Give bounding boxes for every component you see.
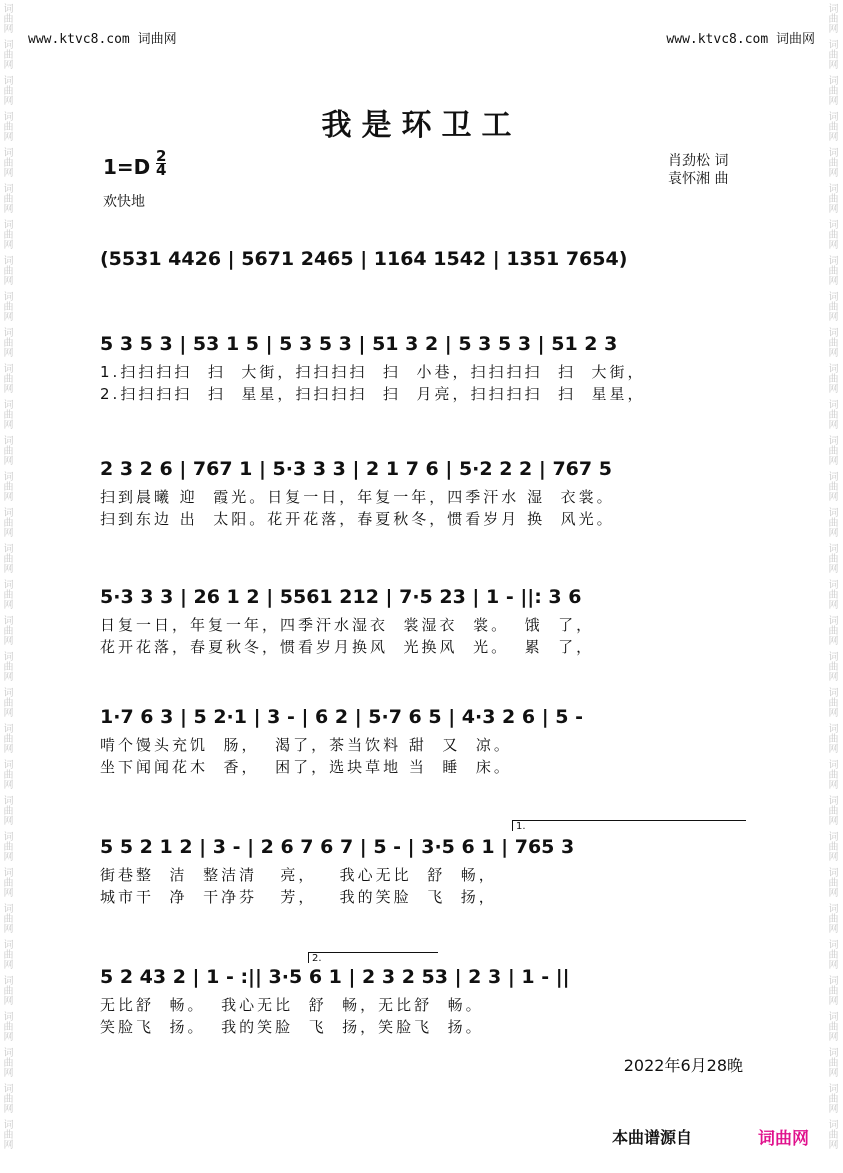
score-system xyxy=(100,698,745,778)
watermark-text: 词曲网 xyxy=(1,867,12,897)
lyricist-credit: 肖劲松 词 xyxy=(668,153,729,169)
site-url-right[interactable]: www.ktvc8.com 词曲网 xyxy=(666,32,815,47)
watermark-text: 词曲网 xyxy=(826,255,837,285)
watermark-text: 词曲网 xyxy=(1,255,12,285)
lyric-line-verse-1: 街巷整 洁 整洁清 亮， 我心无比 舒 畅， xyxy=(100,866,497,884)
watermark-text: 词曲网 xyxy=(826,471,837,501)
lyric-line-verse-2: 2.扫扫扫扫 扫 星星，扫扫扫扫 扫 月亮，扫扫扫扫 扫 星星， xyxy=(100,385,646,403)
watermark-text: 词曲网 xyxy=(826,111,837,141)
source-label: 本曲谱源自 xyxy=(612,1128,693,1147)
watermark-text: 词曲网 xyxy=(826,507,837,537)
watermark-text: 词曲网 xyxy=(826,399,837,429)
watermark-text: 词曲网 xyxy=(1,507,12,537)
notation-row xyxy=(100,240,745,276)
watermark-text: 词曲网 xyxy=(826,291,837,321)
watermark-right xyxy=(825,0,843,1173)
watermark-text: 词曲网 xyxy=(826,3,837,33)
watermark-text: 词曲网 xyxy=(826,975,837,1005)
notation-row xyxy=(100,698,745,734)
notation-row xyxy=(100,325,745,361)
lyric-line-verse-1: 日复一日，年复一年，四季汗水湿衣 裳湿衣 裳。 饿 了， xyxy=(100,616,595,634)
watermark-text: 词曲网 xyxy=(826,651,837,681)
watermark-text: 词曲网 xyxy=(826,903,837,933)
jianpu-notes: 2 3 2 6 | 767 1 | 5·3 3 3 | 2 1 7 6 | 5·2 2 2 | 767 5 xyxy=(100,458,612,480)
time-denominator: 4 xyxy=(156,161,167,179)
watermark-text: 词曲网 xyxy=(826,363,837,393)
lyric-line-verse-1: 1.扫扫扫扫 扫 大街，扫扫扫扫 扫 小巷，扫扫扫扫 扫 大街， xyxy=(100,363,646,381)
watermark-text: 词曲网 xyxy=(826,687,837,717)
composer-credit: 袁怀湘 曲 xyxy=(668,171,729,187)
key-signature: 1=D xyxy=(103,155,151,179)
watermark-text: 词曲网 xyxy=(1,75,12,105)
time-signature xyxy=(156,147,167,179)
jianpu-notes: (5531 4426 | 5671 2465 | 1164 1542 | 1351 7654) xyxy=(100,248,628,270)
watermark-text: 词曲网 xyxy=(1,363,12,393)
watermark-text: 词曲网 xyxy=(1,39,12,69)
watermark-text: 词曲网 xyxy=(1,1119,12,1149)
watermark-text: 词曲网 xyxy=(826,831,837,861)
lyric-line-verse-2 xyxy=(100,298,745,320)
watermark-text: 词曲网 xyxy=(826,1119,837,1149)
notation-row xyxy=(100,578,745,614)
watermark-text: 词曲网 xyxy=(1,759,12,789)
watermark-text: 词曲网 xyxy=(1,795,12,825)
watermark-text: 词曲网 xyxy=(1,687,12,717)
watermark-text: 词曲网 xyxy=(1,543,12,573)
watermark-text: 词曲网 xyxy=(826,183,837,213)
notation-row xyxy=(100,958,745,994)
watermark-text: 词曲网 xyxy=(1,831,12,861)
watermark-text: 词曲网 xyxy=(826,39,837,69)
score-system xyxy=(100,450,745,530)
watermark-text: 词曲网 xyxy=(1,147,12,177)
score-system xyxy=(100,325,745,405)
lyric-line-verse-2: 扫到东边 出 太阳。花开花落，春夏秋冬，惯看岁月 换 风光。 xyxy=(100,510,615,528)
watermark-left xyxy=(0,0,18,1173)
jianpu-notes: 5 2 43 2 | 1 - :|| 3·5 6 1 | 2 3 2 53 | 2 3 | 1 - || xyxy=(100,966,570,988)
watermark-text: 词曲网 xyxy=(1,615,12,645)
score-system xyxy=(100,828,745,908)
watermark-text: 词曲网 xyxy=(1,939,12,969)
watermark-text: 词曲网 xyxy=(1,111,12,141)
watermark-text: 词曲网 xyxy=(826,543,837,573)
score-system xyxy=(100,958,745,1038)
lyric-line-verse-1 xyxy=(100,276,745,298)
second-ending-bracket: 2. xyxy=(308,952,438,963)
watermark-text: 词曲网 xyxy=(826,723,837,753)
notation-row xyxy=(100,828,745,864)
watermark-text: 词曲网 xyxy=(826,1083,837,1113)
lyric-line-verse-2: 笑脸飞 扬。 我的笑脸 飞 扬，笑脸飞 扬。 xyxy=(100,1018,484,1036)
watermark-text: 词曲网 xyxy=(826,867,837,897)
watermark-text: 词曲网 xyxy=(1,723,12,753)
date-label: 2022年6月28晚 xyxy=(623,1056,743,1075)
jianpu-notes: 1·7 6 3 | 5 2·1 | 3 - | 6 2 | 5·7 6 5 | 4·3 2 6 | 5 - xyxy=(100,706,583,728)
watermark-text: 词曲网 xyxy=(826,939,837,969)
watermark-text: 词曲网 xyxy=(1,579,12,609)
watermark-text: 词曲网 xyxy=(1,3,12,33)
watermark-text: 词曲网 xyxy=(826,219,837,249)
watermark-text: 词曲网 xyxy=(826,327,837,357)
watermark-text: 词曲网 xyxy=(826,795,837,825)
watermark-text: 词曲网 xyxy=(826,579,837,609)
watermark-text: 词曲网 xyxy=(1,327,12,357)
watermark-text: 词曲网 xyxy=(1,903,12,933)
watermark-text: 词曲网 xyxy=(1,219,12,249)
jianpu-notes: 5·3 3 3 | 26 1 2 | 5561 212 | 7·5 23 | 1 - ||: 3 6 xyxy=(100,586,582,608)
score-system xyxy=(100,578,745,658)
tempo-marking: 欢快地 xyxy=(103,194,145,210)
brand-logo[interactable]: 词曲网 xyxy=(758,1129,809,1149)
jianpu-notes: 5 5 2 1 2 | 3 - | 2 6 7 6 7 | 5 - | 3·5 6 1 | 765 3 xyxy=(100,836,575,858)
jianpu-notes: 5 3 5 3 | 53 1 5 | 5 3 5 3 | 51 3 2 | 5 3 5 3 | 51 2 3 xyxy=(100,333,618,355)
lyric-line-verse-1: 无比舒 畅。 我心无比 舒 畅，无比舒 畅。 xyxy=(100,996,484,1014)
lyric-line-verse-1: 扫到晨曦 迎 霞光。日复一日，年复一年，四季汗水 湿 衣裳。 xyxy=(100,488,615,506)
watermark-text: 词曲网 xyxy=(1,1011,12,1041)
watermark-text: 词曲网 xyxy=(826,1047,837,1077)
lyric-line-verse-2: 坐下闻闻花木 香， 困了，选块草地 当 睡 床。 xyxy=(100,758,512,776)
watermark-text: 词曲网 xyxy=(1,1047,12,1077)
watermark-text: 词曲网 xyxy=(1,975,12,1005)
watermark-text: 词曲网 xyxy=(1,1083,12,1113)
watermark-text: 词曲网 xyxy=(826,1011,837,1041)
first-ending-bracket: 1. xyxy=(512,820,746,831)
watermark-text: 词曲网 xyxy=(826,435,837,465)
song-title: 我是环卫工 xyxy=(321,108,522,143)
lyric-line-verse-1: 啃个馒头充饥 肠， 渴了，茶当饮料 甜 又 凉。 xyxy=(100,736,512,754)
site-url-left[interactable]: www.ktvc8.com 词曲网 xyxy=(28,32,177,47)
watermark-text: 词曲网 xyxy=(826,147,837,177)
lyric-line-verse-2: 城市干 净 干净芬 芳， 我的笑脸 飞 扬， xyxy=(100,888,497,906)
score-system xyxy=(100,240,745,320)
notation-row xyxy=(100,450,745,486)
watermark-text: 词曲网 xyxy=(1,291,12,321)
watermark-text: 词曲网 xyxy=(1,471,12,501)
watermark-text: 词曲网 xyxy=(826,759,837,789)
lyric-line-verse-2: 花开花落，春夏秋冬，惯看岁月换风 光换风 光。 累 了， xyxy=(100,638,595,656)
time-numerator: 2 xyxy=(156,147,167,165)
watermark-text: 词曲网 xyxy=(826,615,837,645)
watermark-text: 词曲网 xyxy=(1,183,12,213)
watermark-text: 词曲网 xyxy=(1,651,12,681)
watermark-text: 词曲网 xyxy=(1,399,12,429)
watermark-text: 词曲网 xyxy=(1,435,12,465)
watermark-text: 词曲网 xyxy=(826,75,837,105)
